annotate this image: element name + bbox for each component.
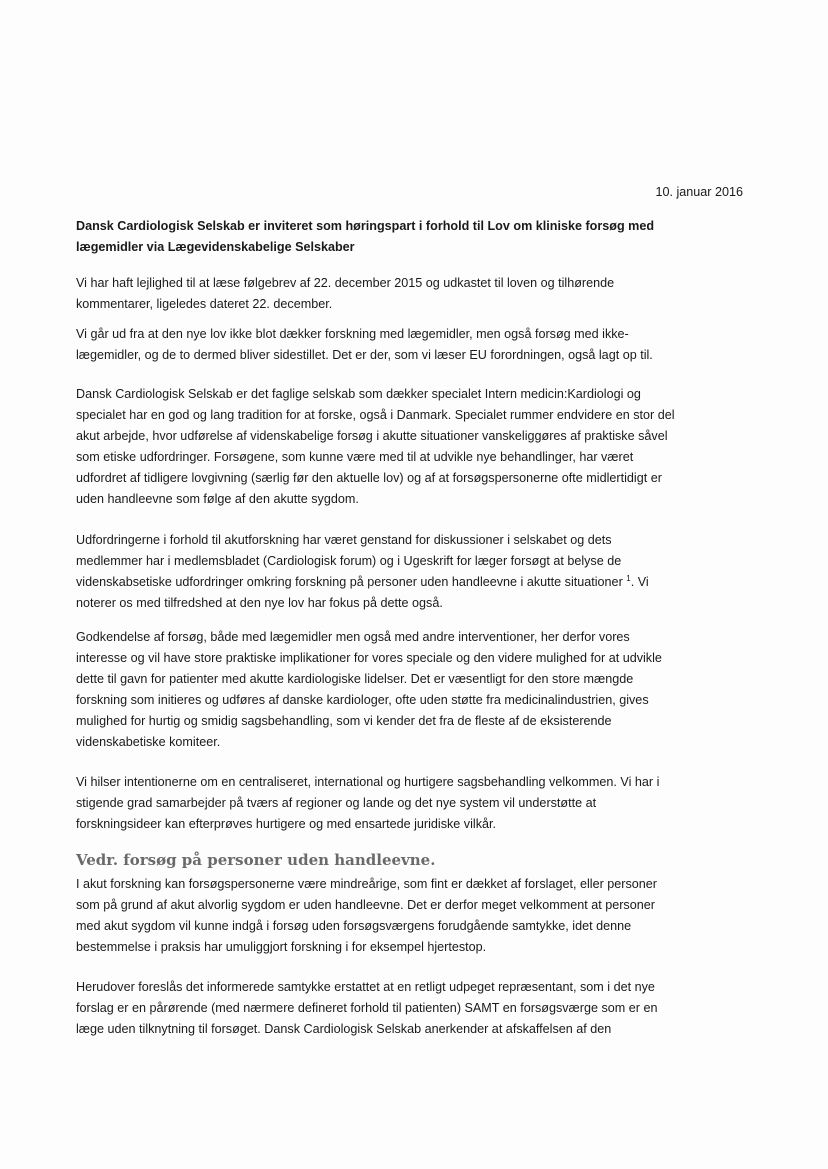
text-line: forskningsideer kan efterprøves hurtigere og med ensartede juridiske vilkår. [76,817,496,831]
section-heading: Vedr. forsøg på personer uden handleevne. [76,851,436,869]
text-line: forskning som initieres og udføres af danske kardiologer, ofte uden støtte fra medicinalindustrien, gives [76,693,649,707]
text-line: specialet har en god og lang tradition for at forske, også i Danmark. Specialet rummer endvidere en stor del [76,408,675,422]
text-line: interesse og vil have store praktiske implikationer for vores speciale og den videre mulighed for at udvikle [76,651,662,665]
text-line: medlemmer har i medlemsbladet (Cardiologisk forum) og i Ugeskrift for læger forsøgt at belyse de [76,554,622,568]
paragraph [76,772,659,835]
text-line-main: videnskabsetiske udfordringer omkring forskning på personer uden handleevne i akutte situationer [76,575,623,589]
text-line: som på grund af akut alvorlig sygdom er uden handleevne. Det er derfor meget velkomment at personer [76,898,655,912]
text-line: Dansk Cardiologisk Selskab er det faglige selskab som dækker specialet Intern medicin:Kardiologi og [76,387,641,401]
text-line: udfordret af tidligere lovgivning (særlig før den aktuelle lov) og af at forsøgspersonerne ofte midlertidigt er [76,471,662,485]
text-line: I akut forskning kan forsøgspersonerne være mindreårige, som fint er dækket af forslaget, eller personer [76,877,657,891]
paragraph [76,273,614,315]
footnote-reference[interactable]: 1 [626,573,631,583]
text-line: forslag er en pårørende (med nærmere defineret forhold til patienten) SAMT en forsøgsværge som er en [76,1001,658,1015]
paragraph [76,530,649,614]
text-line: lægemidler via Lægevidenskabelige Selskaber [76,240,355,254]
text-line: Vi går ud fra at den nye lov ikke blot dækker forskning med lægemidler, men også forsøg med ikke- [76,327,629,341]
paragraph [76,977,657,1040]
text-line-tail: . Vi [630,575,649,589]
letter-date: 10. januar 2016 [655,185,743,199]
text-line: dette til gavn for patienter med akutte kardiologiske lidelser. Det er væsentligt for den store mængde [76,672,634,686]
text-line: Vi har haft lejlighed til at læse følgebrev af 22. december 2015 og udkastet til loven og tilhørende [76,276,615,290]
text-line: Herudover foreslås det informerede samtykke erstattet at en retligt udpeget repræsentant, som i det nye [76,980,655,994]
text-line: med akut sygdom vil kunne indgå i forsøg uden forsøgsværgens forudgående samtykke, idet denne [76,919,632,933]
text-line: Udfordringerne i forhold til akutforskning har været genstand for diskussioner i selskabet og dets [76,533,612,547]
text-line: bestemmelse i praksis har umuliggjort forskning i for eksempel hjertestop. [76,940,487,954]
text-line: uden handleevne som følge af den akutte sygdom. [76,492,359,506]
text-line: akut arbejde, hvor udførelse af videnskabelige forsøg i akutte situationer vanskeliggøres af praktiske såvel [76,429,668,443]
paragraph [76,874,657,958]
text-line [76,572,649,593]
text-line: som etiske udfordringer. Forsøgene, som kunne være med til at udvikle nye behandlinger, har været [76,450,634,464]
text-line: Godkendelse af forsøg, både med lægemidler men også med andre interventioner, her derfor vores [76,630,630,644]
text-line: videnskabetiske komiteer. [76,735,221,749]
text-line: mulighed for hurtig og smidig sagsbehandling, som vi kender det fra de fleste af de eksisterende [76,714,612,728]
letter-title [76,216,654,258]
text-line: Vi hilser intentionerne om en centraliseret, international og hurtigere sagsbehandling velkommen. Vi har i [76,775,660,789]
paragraph [76,627,662,753]
text-line: Dansk Cardiologisk Selskab er inviteret som høringspart i forhold til Lov om kliniske forsøg med [76,219,655,233]
paragraph [76,384,675,510]
text-line: lægemidler, og de to dermed bliver sidestillet. Det er der, som vi læser EU forordningen, også lagt op til. [76,348,653,362]
text-line: stigende grad samarbejder på tværs af regioner og lande og det nye system vil understøtte at [76,796,597,810]
paragraph [76,324,653,366]
text-line: noterer os med tilfredshed at den nye lov har fokus på dette også. [76,596,443,610]
text-line: kommentarer, ligeledes dateret 22. december. [76,297,333,311]
text-line: læge uden tilknytning til forsøget. Dansk Cardiologisk Selskab anerkender at afskaffelsen af den [76,1022,612,1036]
